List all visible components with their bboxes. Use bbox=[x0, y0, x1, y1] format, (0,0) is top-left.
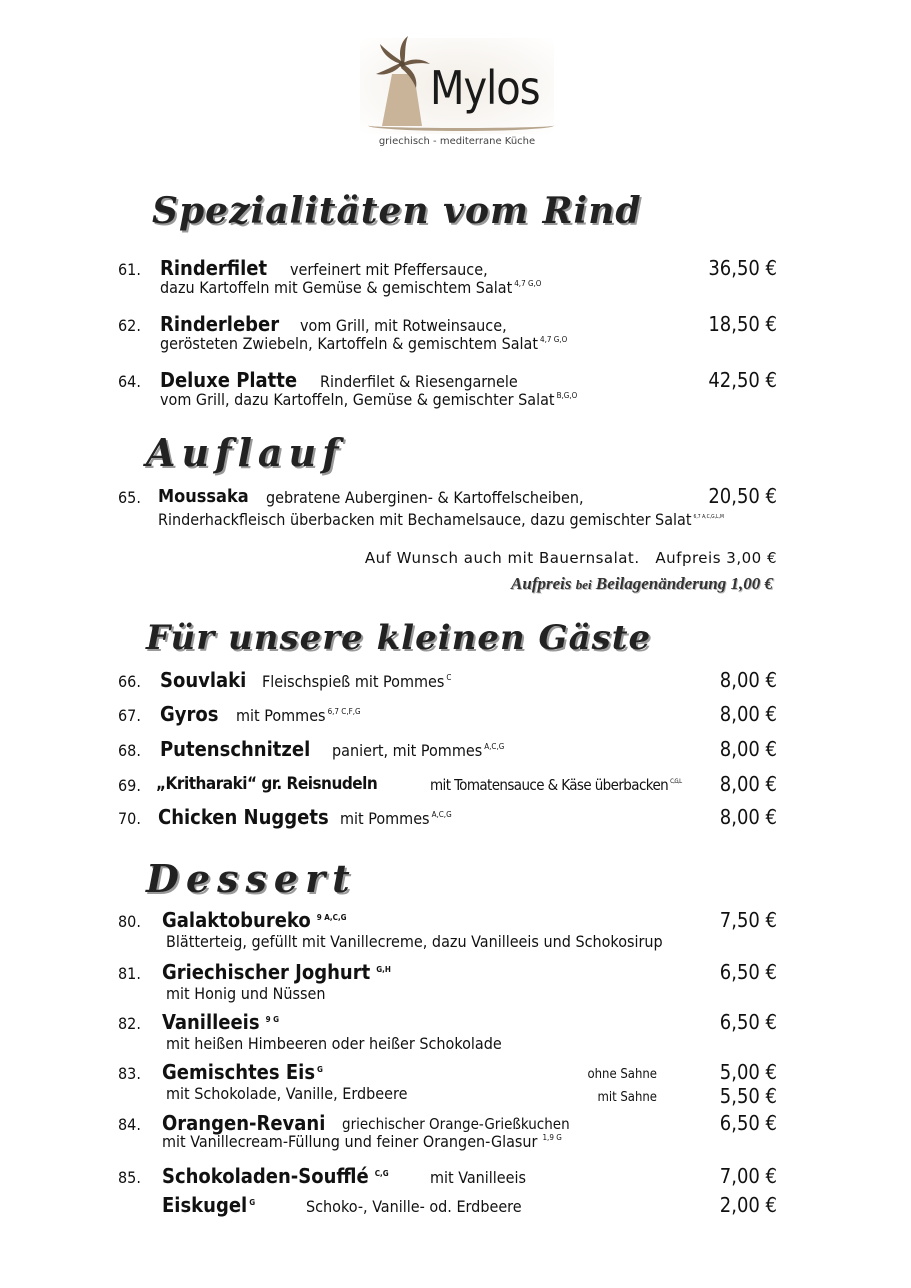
item-name: Souvlaki bbox=[160, 668, 247, 692]
item-description-line2: gerösteten Zwiebeln, Kartoffeln & gemischtem Salat $^{4,7 G,O}$ bbox=[160, 334, 568, 353]
item-name: Moussaka bbox=[158, 486, 249, 507]
item-price: 8,00 € bbox=[719, 772, 777, 796]
item-name: Eiskugel bbox=[162, 1193, 248, 1217]
item-name: Schokoladen-Soufflé bbox=[162, 1164, 369, 1188]
allergen-codes: 6,7 C,F,G bbox=[327, 707, 361, 716]
allergen-codes: G,H bbox=[376, 965, 391, 974]
section-title-auflauf: Auflauf bbox=[146, 430, 345, 475]
section-title-dessert: Dessert bbox=[146, 856, 357, 901]
item-number: 83. bbox=[118, 1064, 141, 1083]
item-name: Vanilleeis bbox=[162, 1010, 260, 1034]
allergen-codes: C bbox=[446, 673, 452, 682]
section-title-rind: Spezialitäten vom Rind bbox=[152, 190, 642, 232]
item-description-line2: mit Honig und Nüssen bbox=[166, 984, 326, 1003]
allergen-codes: 4,7 G,O bbox=[514, 279, 542, 288]
item-price: 42,50 € bbox=[708, 368, 777, 392]
item-number: 65. bbox=[118, 488, 141, 507]
item-name: Putenschnitzel bbox=[160, 737, 311, 761]
item-price: 5,00 € bbox=[719, 1060, 777, 1084]
item-description: griechischer Orange-Grießkuchen bbox=[342, 1115, 570, 1133]
item-number: 61. bbox=[118, 260, 141, 279]
item-name-wrap bbox=[162, 908, 347, 932]
item-number: 82. bbox=[118, 1014, 141, 1033]
item-number: 80. bbox=[118, 912, 141, 931]
item-description: mit Pommes $^{A,C,G}$ bbox=[340, 809, 452, 828]
allergen-codes: C,G,L bbox=[670, 778, 682, 785]
item-name: Rinderfilet bbox=[160, 256, 268, 280]
item-description-line2: Rinderhackfleisch überbacken mit Bechamelsauce, dazu gemischter Salat $^{6,7 A,C,G,L,M}$ bbox=[158, 510, 724, 529]
item-number: 64. bbox=[118, 372, 141, 391]
item-description: paniert, mit Pommes $^{A,C,G}$ bbox=[332, 741, 505, 760]
item-name: Orangen-Revani bbox=[162, 1111, 326, 1135]
item-description-line2: mit heißen Himbeeren oder heißer Schokolade bbox=[166, 1034, 502, 1053]
item-number: 69. bbox=[118, 776, 141, 795]
item-name-wrap bbox=[162, 1164, 389, 1188]
bauernsalat-note: Auf Wunsch auch mit Bauernsalat. Aufpreis 3,00 € bbox=[364, 549, 777, 567]
allergen-codes: 1,9 G bbox=[542, 1133, 562, 1142]
item-name-wrap bbox=[162, 1193, 255, 1217]
allergen-codes: 6,7 A,C,G,L,M bbox=[693, 514, 724, 520]
allergen-codes: G bbox=[249, 1198, 256, 1207]
option-with-cream: mit Sahne bbox=[597, 1090, 657, 1105]
item-price: 6,50 € bbox=[719, 960, 777, 984]
item-description: Rinderfilet & Riesengarnele bbox=[320, 372, 518, 391]
item-number: 67. bbox=[118, 706, 141, 725]
item-number: 68. bbox=[118, 741, 141, 760]
item-price: 20,50 € bbox=[708, 484, 777, 508]
item-name-wrap bbox=[162, 1060, 323, 1084]
item-name: Gyros bbox=[160, 702, 219, 726]
item-price: 8,00 € bbox=[719, 702, 777, 726]
item-name: Gemischtes Eis bbox=[162, 1060, 316, 1084]
allergen-codes: A,C,G bbox=[431, 810, 452, 819]
item-description: verfeinert mit Pfeffersauce, bbox=[290, 260, 488, 279]
allergen-codes: A,C,G bbox=[484, 742, 505, 751]
item-number: 84. bbox=[118, 1115, 141, 1134]
item-name-wrap bbox=[162, 960, 391, 984]
item-description: gebratene Auberginen- & Kartoffelscheiben, bbox=[266, 488, 584, 507]
item-description-line2: Blätterteig, gefüllt mit Vanillecreme, dazu Vanilleeis und Schokosirup bbox=[166, 932, 663, 951]
logo-subtitle: griechisch - mediterrane Küche bbox=[378, 136, 536, 147]
allergen-codes: C,G bbox=[374, 1169, 389, 1178]
item-number: 66. bbox=[118, 672, 141, 691]
item-price: 2,00 € bbox=[719, 1193, 777, 1217]
item-name: Galaktobureko bbox=[162, 908, 311, 932]
item-price-with-cream: 5,50 € bbox=[719, 1084, 777, 1108]
item-name: „Kritharaki“ gr. Reisnudeln bbox=[156, 774, 378, 794]
allergen-codes: 9 G bbox=[265, 1015, 279, 1024]
item-description: mit Pommes $^{6,7 C,F,G}$ bbox=[236, 706, 361, 725]
item-price: 36,50 € bbox=[708, 256, 777, 280]
allergen-codes: B,G,O bbox=[556, 391, 578, 400]
item-name: Griechischer Joghurt bbox=[162, 960, 371, 984]
option-without-cream: ohne Sahne bbox=[587, 1067, 657, 1082]
item-description-line2: mit Vanillecream-Füllung und feiner Orangen-Glasur $^{1,9 G}$ bbox=[162, 1132, 562, 1151]
item-number: 85. bbox=[118, 1168, 141, 1187]
item-name-wrap bbox=[162, 1010, 279, 1034]
item-number: 62. bbox=[118, 316, 141, 335]
item-price: 6,50 € bbox=[719, 1111, 777, 1135]
side-change-surcharge-note: Aufpreis bei Beilagenänderung 1,00 € bbox=[511, 574, 773, 593]
item-description-line2: vom Grill, dazu Kartoffeln, Gemüse & gemischter Salat $^{B,G,O}$ bbox=[160, 390, 578, 409]
item-description: mit Tomatensauce & Käse überbacken $^{C,G,L}$ bbox=[430, 776, 682, 794]
item-description: mit Vanilleeis bbox=[430, 1168, 526, 1187]
item-number: 70. bbox=[118, 809, 141, 828]
item-price: 7,00 € bbox=[719, 1164, 777, 1188]
item-description-line2: mit Schokolade, Vanille, Erdbeere bbox=[166, 1084, 408, 1103]
item-description: vom Grill, mit Rotweinsauce, bbox=[300, 316, 507, 335]
allergen-codes: G bbox=[317, 1065, 323, 1074]
item-name: Chicken Nuggets bbox=[158, 805, 329, 829]
allergen-codes: 4,7 G,O bbox=[540, 335, 568, 344]
item-price: 8,00 € bbox=[719, 805, 777, 829]
item-description-line2: dazu Kartoffeln mit Gemüse & gemischtem Salat $^{4,7 G,O}$ bbox=[160, 278, 542, 297]
item-name: Deluxe Platte bbox=[160, 368, 298, 392]
item-number: 81. bbox=[118, 964, 141, 983]
item-name: Rinderleber bbox=[160, 312, 280, 336]
item-price: 8,00 € bbox=[719, 737, 777, 761]
restaurant-logo bbox=[352, 30, 562, 154]
item-price: 8,00 € bbox=[719, 668, 777, 692]
logo-ground-line bbox=[368, 120, 554, 131]
item-price: 6,50 € bbox=[719, 1010, 777, 1034]
item-price: 7,50 € bbox=[719, 908, 777, 932]
item-price: 18,50 € bbox=[708, 312, 777, 336]
item-description: Schoko-, Vanille- od. Erdbeere bbox=[306, 1197, 522, 1216]
section-title-kids: Für unsere kleinen Gäste bbox=[146, 618, 652, 658]
allergen-codes: 9 A,C,G bbox=[316, 913, 347, 922]
logo-name: Mylos bbox=[430, 62, 540, 116]
item-description: Fleischspieß mit Pommes $^C$ bbox=[262, 672, 452, 691]
